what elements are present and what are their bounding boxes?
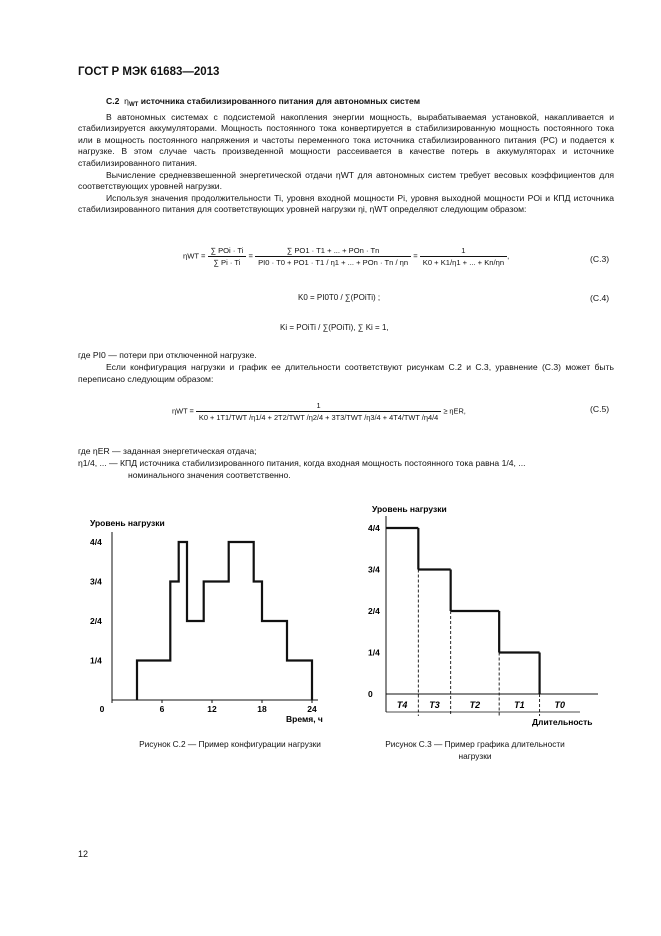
fig2-y-title: Уровень нагрузки bbox=[90, 518, 165, 528]
fig3-duration-label: T4 bbox=[396, 700, 408, 710]
page-number: 12 bbox=[78, 849, 89, 859]
fig3-y-tick-label: 3/4 bbox=[368, 564, 380, 575]
equation-c3: ηWT = $\frac{\text{∑ POi · Ti}}{\sum Pi \cdot Ti}$ = $\frac{\text{∑ PO1 · T1 + ... + POn · Tn}}{\text{PI0 · T0 + PO1 · T1 / η1 + ... + POn · Tn / ηn}}$ = $\frac{1}{K0 + K1/\eta 1 + ... + Kn/\eta n}$ , bbox=[183, 246, 510, 267]
section-heading: С.2 $\eta_{WT}$ источника стабилизированного питания для автономных систем bbox=[106, 96, 421, 108]
fig3-y-tick-label: 0 bbox=[368, 689, 373, 699]
fig3-y-tick-label: 2/4 bbox=[368, 606, 380, 616]
fig2-x-tick-label: 12 bbox=[207, 704, 217, 714]
where-pi0: где PI0 — потери при отключенной нагрузке. bbox=[78, 350, 257, 360]
paragraph-4: Если конфигурация нагрузки и график ее длительности соответствуют рисункам C.2 и C.3, уравнение (C.3) может быть переписано следующим образом: bbox=[78, 362, 614, 384]
fig3-y-tick-label: 4/4 bbox=[368, 523, 380, 533]
body-text bbox=[78, 96, 614, 216]
fig3-x-title: Длительность bbox=[532, 717, 593, 727]
fig2-x-tick-label: 18 bbox=[257, 704, 267, 714]
fig2-x-tick-label: 0 bbox=[99, 704, 105, 714]
paragraph-4-wrap bbox=[78, 362, 614, 385]
figure-c2-chart bbox=[78, 510, 348, 725]
figure-c3-caption: Рисунок C.3 — Пример графика длительности нагрузки bbox=[385, 739, 565, 761]
fig2-load-profile bbox=[137, 542, 312, 700]
paragraph-3: Используя значения продолжительности Ti, уровня входной мощности Pi, уровня выходной мощности POi и КПД источника стабилизированного питания для соответствующих уровней нагрузки ηi, ηWT определяют следующим образом: bbox=[78, 192, 614, 215]
fig2-y-tick-label: 2/4 bbox=[90, 616, 102, 626]
equation-c4-number: (C.4) bbox=[590, 293, 610, 303]
paragraph-2: Вычисление средневзвешенной энергетической отдачи ηWT для автономных систем требует весовых коэффициентов для соответствующих уровней нагрузки. bbox=[78, 169, 614, 192]
where-eta-quarter-cont: номинального значения соответственно. bbox=[128, 470, 291, 480]
equation-c5: ηWT = 1 K0 + 1T1/TWT /η1/4 + 2T2/TWT /η2/4 + 3T3/TWT /η3/4 + 4T4/TWT /η4/4 ≥ ηER, bbox=[172, 401, 466, 422]
fig3-y-tick-label: 1/4 bbox=[368, 647, 380, 658]
fig2-y-tick-label: 1/4 bbox=[90, 655, 102, 666]
equation-c4-line1: K0 = PI0T0 / ∑(POiTi) ; bbox=[298, 293, 381, 302]
fig2-x-title: Время, ч bbox=[286, 714, 323, 724]
document-header: ГОСТ Р МЭК 61683—2013 bbox=[78, 66, 220, 78]
figure-c3-chart bbox=[360, 498, 610, 728]
fig3-duration-label: T3 bbox=[429, 700, 440, 710]
paragraph-1: В автономных системах с подсистемой накопления энергии мощность, вырабатываемая установкой, накапливается и стабилизируется аккумуляторами. Мощность постоянного тока конвертируется в стабилизированную мощность постоянного тока или в мощность постоянного напряжения и частоты переменного тока источника стабилизированного питания (PC) и подается к нагрузке. В этом случае часть произведенной мощности рассеивается в качестве потерь в аккумуляторах и источнике стабилизированного питания. bbox=[78, 111, 614, 168]
where-eta-quarter: η1/4, ... — КПД источника стабилизированного питания, когда входная мощность постоянного тока равна 1/4, ... bbox=[78, 458, 526, 468]
fig3-y-title: Уровень нагрузки bbox=[372, 504, 447, 514]
figure-c2-caption: Рисунок C.2 — Пример конфигурации нагрузки bbox=[139, 739, 321, 749]
equation-c5-number: (C.5) bbox=[590, 404, 610, 414]
fig2-x-tick-label: 24 bbox=[307, 704, 317, 714]
fig2-x-tick-label: 6 bbox=[159, 704, 165, 714]
fig3-duration-label: T1 bbox=[514, 700, 525, 710]
fig3-duration-label: T2 bbox=[469, 700, 481, 710]
equation-c4-line2: Ki = POiTi / ∑(POiTi), ∑ Ki = 1, bbox=[280, 323, 389, 332]
where-eta-er: где ηER — заданная энергетическая отдача; bbox=[78, 446, 257, 456]
equation-c3-number: (C.3) bbox=[590, 254, 610, 264]
fig2-y-tick-label: 3/4 bbox=[90, 576, 102, 587]
fig2-y-tick-label: 4/4 bbox=[90, 537, 102, 547]
fig3-duration-label: T0 bbox=[554, 700, 566, 710]
